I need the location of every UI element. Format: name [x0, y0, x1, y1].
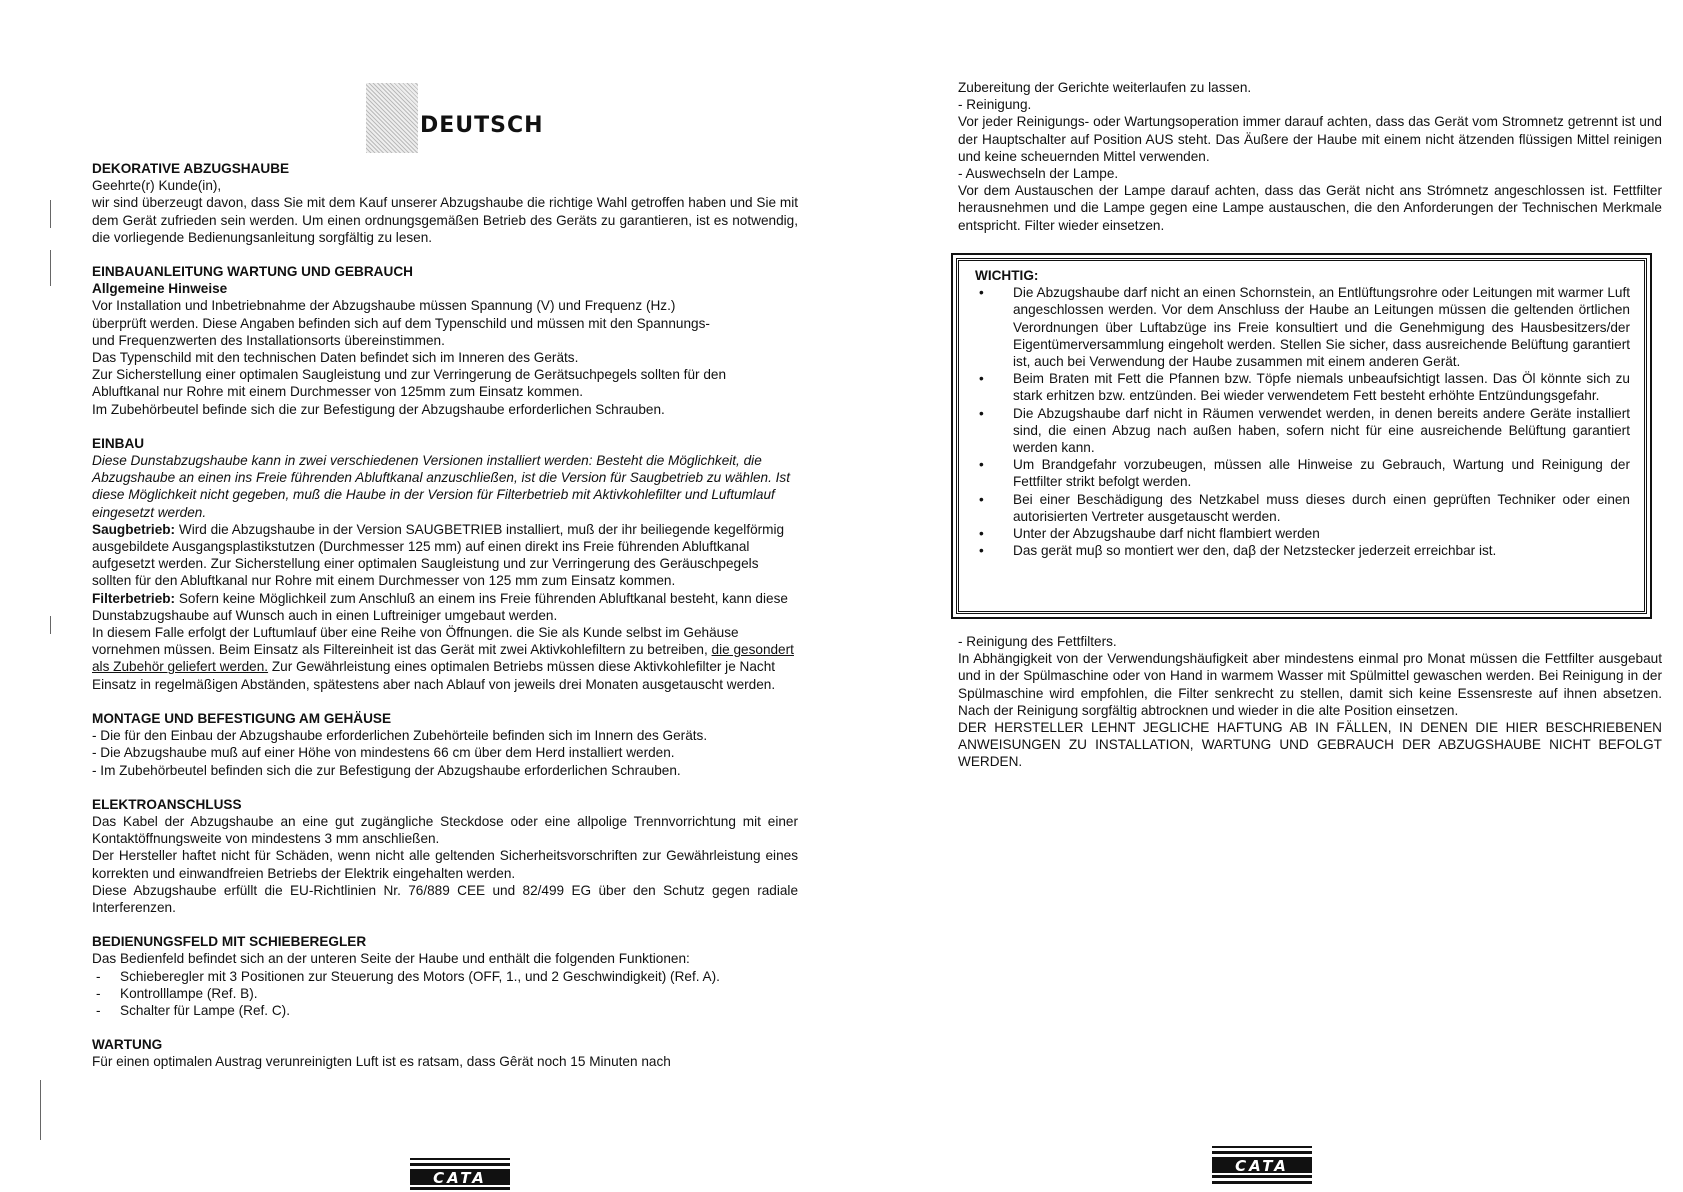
important-box	[956, 258, 1647, 614]
right-column	[958, 79, 1662, 234]
elektro-paragraph-1: Das Kabel der Abzugshaube an eine gut zugängliche Steckdose oder eine allpolige Trennvorrichtung mit einer Kontaktöffnungsweite von mindestens 3 mm anschließen.	[92, 813, 798, 847]
list-item: • Unter der Abzugshaube darf nicht flambiert werden	[975, 525, 1630, 542]
cleaning-paragraph: Vor jeder Reinigungs- oder Wartungsoperation immer darauf achten, dass das Gerät vom Stromnetz getrennt ist und der Hauptschalter auf Position AUS steht. Das Äußere der Haube mit einem nicht ätzenden flüssigen Mittel reinigen und keine scheuernden Mittel verwenden.	[958, 114, 1662, 164]
saugbetrieb-text: Wird die Abzugshaube in der Version SAUGBETRIEB installiert, muß der ihr beiliegende kegelförmig ausgebildete Ausgangsplastikstutzen (Durchmesser 125 mm) auf einen direkt ins Freie führenden Abluftkanal aufgesetzt werden. Zur Sicherstellung einer optimalen Saugleistung und zur Verringerung des Geräuschpegels sollten für den Abluftkanal nur Rohre mit einem Durchmesser von 125 mm zum Einsatz kommen.	[92, 521, 785, 589]
filterbetrieb-paragraph-2	[92, 624, 798, 693]
filter-text-underlined: die gesondert als Zubehör geliefert werden.	[92, 642, 794, 675]
continued-line: Zubereitung der Gerichte weiterlaufen zu lassen.	[958, 80, 1252, 95]
document-title: DEKORATIVE ABZUGSHAUBE	[92, 161, 290, 176]
list-item: • Beim Braten mit Fett die Pfannen bzw. Töpfe niemals unbeaufsichtigt lassen. Das Öl könnte sich zu stark erhitzen bzw. entzünden. Bei wieder verwendetem Fett besteht erhöhte Entzündungsgefahr.	[975, 370, 1630, 404]
scan-mark	[50, 616, 51, 634]
scan-mark	[50, 250, 51, 286]
filterbetrieb-label: Filterbetrieb:	[92, 590, 176, 606]
general-line: Zur Sicherstellung einer optimalen Saugleistung und zur Verringerung de Gerätsuchpegels sollten für den	[92, 367, 727, 383]
general-line: Abluftkanal nur Rohre mit einem Durchmesser von 125mm zum Einsatz kommen.	[92, 384, 584, 400]
lamp-heading: - Auswechseln der Lampe.	[958, 166, 1119, 182]
cata-logo-right	[1212, 1146, 1312, 1184]
general-line: Vor Installation und Inbetriebnahme der Abzugshaube müssen Spannung (V) und Frequenz (Hz.)	[92, 298, 676, 314]
right-column-lower	[958, 633, 1662, 771]
cata-logo-left	[410, 1158, 510, 1190]
montage-line: - Die für den Einbau der Abzugshaube erforderlichen Zubehörteile befinden sich im Innern des Geräts.	[92, 728, 708, 744]
section-heading-elektro: ELEKTROANSCHLUSS	[92, 796, 242, 812]
scan-mark	[50, 200, 51, 228]
section-heading-einbau: EINBAU	[92, 435, 145, 451]
list-item: • Das gerät muβ so montiert wer den, daβ der Netzstecker jederzeit erreichbar ist.	[975, 542, 1630, 559]
brand-text: CATA	[1212, 1159, 1312, 1173]
scan-mark	[40, 1080, 41, 1140]
liability-disclaimer: DER HERSTELLER LEHNT JEGLICHE HAFTUNG AB IN FÄLLEN, IN DENEN DIE HIER BESCHRIEBENEN ANWEISUNGEN ZU INSTALLATION, WARTUNG UND GEBRAUCH DER ABZUGSHAUBE NICHT BEFOLGT WERDEN.	[958, 720, 1662, 770]
fettfilter-paragraph: In Abhängigkeit von der Verwendungshäufigkeit aber mindestens einmal pro Monat müssen die Fettfilter ausgebaut und in der Spülmaschine oder von Hand in warmem Wasser mit Spülmittel gewaschen werden. Bei Reinigung in der Spülmaschine wird empfohlen, die Filter senkrecht zu stellen, damit sich keine Essensreste auf ihnen absetzen. Nach der Reinigung sorgfältig abtrocknen und wieder in die alte Position einsetzen.	[958, 651, 1662, 718]
important-title: WICHTIG:	[975, 268, 1039, 283]
list-item: • Die Abzugshaube darf nicht an einen Schornstein, an Entlüftungsrohre oder Leitungen mit warmer Luft angeschlossen werden. Vor dem Anschluss der Haube an Leitungen müssen die geltenden örtlichen Verordnungen über Luftabzüge ins Freie konsultiert und die Genehmigung des Hausbesitzers/der Eigentümerversammlung eingeholt werden. Stellen Sie sicher, dass ausreichende Belüftung garantiert ist, auch bei Verwendung der Haube zusammen mit einem anderen Gerät.	[975, 284, 1630, 370]
fettfilter-heading: - Reinigung des Fettfilters.	[958, 634, 1117, 649]
brand-text: CATA	[410, 1171, 510, 1185]
general-line: überprüft werden. Diese Angaben befinden sich auf dem Typenschild und müssen mit den Spannungs-	[92, 315, 710, 331]
section-heading-installation: EINBAUANLEITUNG WARTUNG UND GEBRAUCH	[92, 264, 413, 280]
subheading-general: Allgemeine Hinweise	[92, 281, 228, 297]
section-heading-bedienfeld: BEDIENUNGSFELD MIT SCHIEBEREGLER	[92, 934, 367, 950]
general-line: Im Zubehörbeutel befinde sich die zur Befestigung der Abzugshaube erforderlichen Schrauben.	[92, 401, 665, 417]
montage-line: - Im Zubehörbeutel befinden sich die zur Befestigung der Abzugshaube erforderlichen Schrauben.	[92, 762, 681, 778]
filterbetrieb-paragraph	[92, 590, 798, 624]
bedienfeld-intro: Das Bedienfeld befindet sich an der unteren Seite der Haube und enthält die folgenden Funktionen:	[92, 951, 690, 967]
left-column	[92, 160, 798, 1071]
general-line: Das Typenschild mit den technischen Daten befindet sich im Inneren des Geräts.	[92, 350, 579, 366]
list-item: - Schalter für Lampe (Ref. C).	[92, 1002, 798, 1019]
bedienfeld-list	[92, 968, 798, 1020]
section-heading-wartung: WARTUNG	[92, 1037, 163, 1053]
language-title: DEUTSCH	[420, 113, 544, 138]
list-item: - Schieberegler mit 3 Positionen zur Steuerung des Motors (OFF, 1., und 2 Geschwindigkeit) (Ref. A).	[92, 968, 798, 985]
list-item: • Um Brandgefahr vorzubeugen, müssen alle Hinweise zu Gebrauch, Wartung und Reinigung der Fettfilter strikt befolgt werden.	[975, 456, 1630, 490]
list-item: • Die Abzugshaube darf nicht in Räumen verwendet werden, in denen bereits andere Geräte installiert sind, die einen Abzug nach außen haben, sofern nicht für eine ausreichende Belüftung garantiert werden kann.	[975, 405, 1630, 457]
decorative-initial-d	[366, 83, 418, 153]
saugbetrieb-label: Saugbetrieb:	[92, 521, 176, 537]
important-list	[975, 284, 1630, 559]
saugbetrieb-paragraph	[92, 521, 798, 590]
filter-text-a: In diesem Falle erfolgt der Luftumlauf über eine Reihe von Öffnungen. die Sie als Kunde selbst im Gehäuse vornehmen müssen. Beim Einsatz als Filtereinheit ist das Gerät mit zwei Aktivkohlefiltern zu betreiben,	[92, 625, 739, 658]
einbau-intro: Diese Dunstabzugshaube kann in zwei verschiedenen Versionen installiert werden: Besteht die Möglichkeit, die Abzugshaube an einen ins Freie führenden Abluftkanal anzuschließen, ist die Version für Saugbetrieb zu wählen. Ist diese Möglichkeit nicht gegeben, muß die Haube in der Version für Filterbetrieb mit Aktivkohlefilter und Luftumlauf eingesetzt werden.	[92, 453, 790, 520]
wartung-text: Für einen optimalen Austrag verunreinigten Luft ist es ratsam, dass Gêrät noch 15 Minuten nach	[92, 1054, 671, 1070]
filter-text-b: Zur Gewährleistung eines optimalen Betriebs müssen diese Aktivkohlefilter je Nacht Einsatz in regelmäßigen Abständen, spätestens aber nach Ablauf von jeweils drei Monaten ausgetauscht werden.	[92, 659, 776, 692]
greeting: Geehrte(r) Kunde(in),	[92, 178, 222, 194]
list-item: - Kontrolllampe (Ref. B).	[92, 985, 798, 1002]
filterbetrieb-text: Sofern keine Möglichkeil zum Anschluß an einem ins Freie führenden Abluftkanal besteht, kann diese Dunstabzugshaube auf Wunsch auch in einen Luftreiniger umgebaut werden.	[92, 590, 788, 623]
elektro-paragraph-2: Der Hersteller haftet nicht für Schäden, wenn nicht alle geltenden Sicherheitsvorschriften zur Gewährleistung eines korrekten und einwandfreien Betriebs der Elektrik eingehalten werden.	[92, 848, 798, 881]
list-item: • Bei einer Beschädigung des Netzkabel muss dieses durch einen geprüften Techniker oder einen autorisierten Vertreter ausgetauscht werden.	[975, 491, 1630, 525]
intro-paragraph: wir sind überzeugt davon, dass Sie mit dem Kauf unserer Abzugshaube die richtige Wahl getroffen haben und Sie mit dem Gerät zufrieden sein werden. Um einen ordnungsgemäßen Betrieb des Geräts zu garantieren, ist es notwendig, die vorliegende Bedienungsanleitung sorgfältig zu lesen.	[92, 195, 798, 245]
general-line: und Frequenzwerten des Installationsorts übereinstimmen.	[92, 332, 445, 348]
cleaning-heading: - Reinigung.	[958, 97, 1032, 113]
elektro-paragraph-3: Diese Abzugshaube erfüllt die EU-Richtlinien Nr. 76/889 CEE und 82/499 EG über den Schutz gegen radiale Interferenzen.	[92, 882, 798, 915]
section-heading-montage: MONTAGE UND BEFESTIGUNG AM GEHÄUSE	[92, 710, 392, 726]
montage-line: - Die Abzugshaube muß auf einer Höhe von mindestens 66 cm über dem Herd installiert werden.	[92, 745, 675, 761]
lamp-paragraph: Vor dem Austauschen der Lampe darauf achten, dass das Gerät nicht ans Strómnetz angeschlossen ist. Fettfilter herausnehmen und die Lampe gegen eine Lampe austauschen, die den Anforderungen der Technischen Merkmale entspricht. Filter wieder einsetzen.	[958, 183, 1662, 233]
